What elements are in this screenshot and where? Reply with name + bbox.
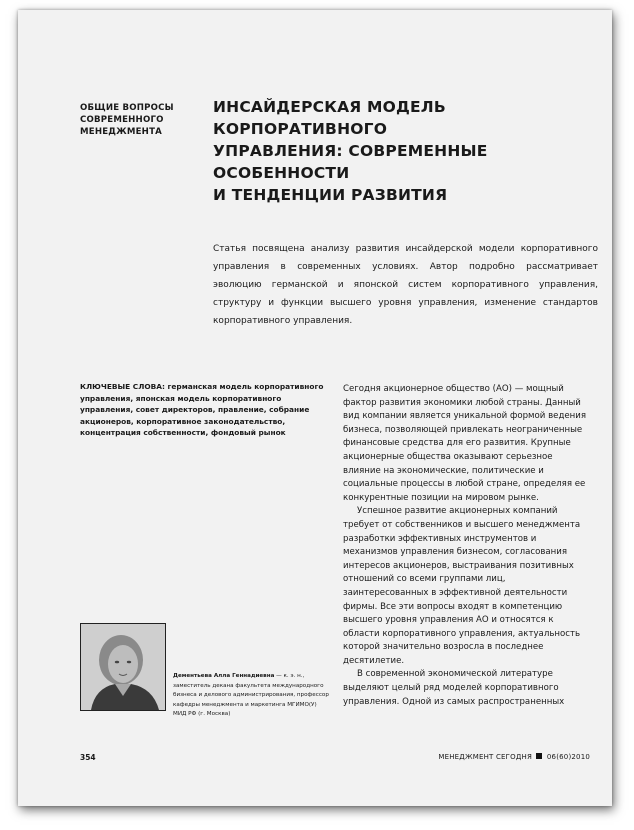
journal-page bbox=[18, 10, 612, 806]
body-paragraph: В современной экономической литературе выделяют целый ряд моделей корпоративного управления. Одной из самых распространенных bbox=[343, 669, 565, 707]
journal-issue: 06(60)2010 bbox=[546, 753, 590, 761]
abstract: Статья посвящена анализу развития инсайдерской модели корпоративного управления в современных условиях. Автор подробно рассматривает эволюцию германской и японской систем корпоративного управления, структуру и функции высшего уровня управления, изменение стандартов корпоративного управления. bbox=[213, 244, 598, 326]
article-title-line: И ТЕНДЕНЦИИ РАЗВИТИЯ bbox=[213, 186, 448, 204]
section-label-line: СОВРЕМЕННОГО bbox=[80, 115, 164, 125]
keywords-text: германская модель корпоративного управления, японская модель корпоративного управления, совет директоров, правление, собрание акционеров, корпоративное законодательство, концентрация собственности, фондовый рынок bbox=[80, 382, 324, 438]
author-bio: — к. э. н., заместитель декана факультета международного бизнеса и делового администрирования, профессор кафедры менеджмента и маркетинга МГИМО(У) МИД РФ (г. Москва) bbox=[173, 673, 329, 718]
page-number: 354 bbox=[80, 753, 96, 762]
author-photo bbox=[80, 623, 166, 711]
section-label-line: МЕНЕДЖМЕНТА bbox=[80, 127, 162, 137]
keywords-label: КЛЮЧЕВЫЕ СЛОВА: bbox=[80, 382, 165, 391]
article-body bbox=[343, 383, 591, 709]
author-info bbox=[173, 672, 331, 720]
article-title-line: ИНСАЙДЕРСКАЯ МОДЕЛЬ КОРПОРАТИВНОГО bbox=[213, 98, 446, 138]
journal-name: МЕНЕДЖМЕНТ СЕГОДНЯ bbox=[438, 753, 533, 761]
journal-footer bbox=[438, 753, 590, 761]
article-title-line: УПРАВЛЕНИЯ: СОВРЕМЕННЫЕ ОСОБЕННОСТИ bbox=[213, 142, 488, 182]
body-paragraph: Успешное развитие акционерных компаний требует от собственников и высшего менеджмента разработки эффективных инструментов и механизмов управления бизнесом, согласования интересов акционеров, выстраивания позитивных отношений со всеми группами лиц, заинтересованных в эффективной деятельности фирмы. Все эти вопросы входят в компетенцию высшего уровня управления АО и относятся к области корпоративного управления, актуальность которой значительно возросла в последнее десятилетие. bbox=[343, 506, 581, 666]
section-label bbox=[80, 102, 190, 138]
author-portrait-icon bbox=[81, 624, 165, 710]
article-title bbox=[213, 96, 603, 206]
author-name: Дементьева Алла Геннадиевна bbox=[173, 673, 275, 679]
square-separator-icon bbox=[536, 753, 542, 759]
body-paragraph: Сегодня акционерное общество (АО) — мощный фактор развития экономики любой страны. Данный вид компании является уникальной формой ведения бизнеса, позволяющей привлекать неограниченные финансовые средства для его развития. Крупные акционерные общества оказывают серьезное влияние на экономические, политические и социальные процессы в любой стране, определяя ее конкурентные позиции на мировом рынке. bbox=[343, 384, 587, 503]
keywords bbox=[80, 381, 330, 439]
section-label-line: ОБЩИЕ ВОПРОСЫ bbox=[80, 103, 174, 113]
